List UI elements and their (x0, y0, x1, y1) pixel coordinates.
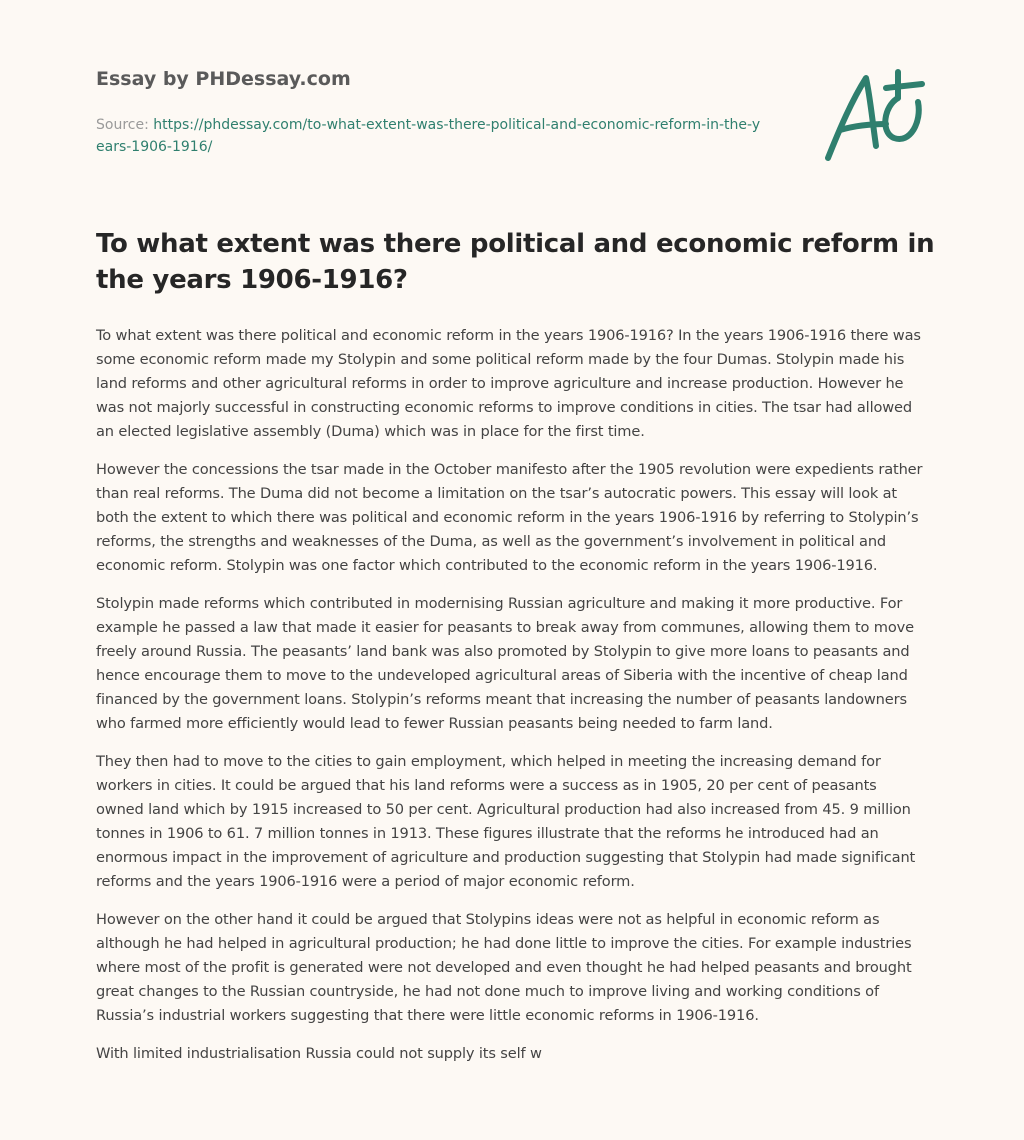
header (96, 66, 796, 158)
source-link[interactable]: https://phdessay.com/to-what-extent-was-there-political-and-economic-reform-in-the-years-1906-1916/ (96, 117, 761, 155)
paragraph: To what extent was there political and economic reform in the years 1906-1916? In the years 1906-1916 there was some economic reform made my Stolypin and some political reform made by the four Dumas. Stolypin made his land reforms and other agricultural reforms in order to improve agriculture and increase production. However he was not majorly successful in constructing economic reforms to improve conditions in cities. The tsar had allowed an elected legislative assembly (Duma) which was in place for the first time. (96, 327, 921, 440)
article-title: To what extent was there political and economic reform in the years 1906-1916? (96, 229, 935, 295)
source-line (96, 114, 766, 158)
source-label: Source: (96, 117, 154, 133)
a-plus-logo-icon (818, 66, 928, 166)
paragraph: Stolypin made reforms which contributed in modernising Russian agriculture and making it more productive. For example he passed a law that made it easier for peasants to break away from communes, allowing them to move freely around Russia. The peasants’ land bank was also promoted by Stolypin to give more loans to peasants and hence encourage them to move to the undeveloped agricultural areas of Siberia with the incentive of cheap land financed by the government loans. Stolypin’s reforms meant that increasing the number of peasants landowners who farmed more efficiently would lead to fewer Russian peasants being needed to farm land. (96, 595, 914, 732)
paragraph: With limited industrialisation Russia could not supply its self w (96, 1045, 542, 1062)
paragraph: They then had to move to the cities to gain employment, which helped in meeting the increasing demand for workers in cities. It could be argued that his land reforms were a success as in 1905, 20 per cent of peasants owned land which by 1915 increased to 50 per cent. Agricultural production had also increased from 45. 9 million tonnes in 1906 to 61. 7 million tonnes in 1913. These figures illustrate that the reforms he introduced had an enormous impact in the improvement of agriculture and production suggesting that Stolypin had made significant reforms and the years 1906-1916 were a period of major economic reform. (96, 753, 916, 890)
paragraph: However the concessions the tsar made in the October manifesto after the 1905 revolution were expedients rather than real reforms. The Duma did not become a limitation on the tsar’s autocratic powers. This essay will look at both the extent to which there was political and economic reform in the years 1906-1916 by referring to Stolypin’s reforms, the strengths and weaknesses of the Duma, as well as the government’s involvement in political and economic reform. Stolypin was one factor which contributed to the economic reform in the years 1906-1916. (96, 461, 923, 574)
paragraph: However on the other hand it could be argued that Stolypins ideas were not as helpful in economic reform as although he had helped in agricultural production; he had done little to improve the cities. For example industries where most of the profit is generated were not developed and even thought he had helped peasants and brought great changes to the Russian countryside, he had not done much to improve living and working conditions of Russia’s industrial workers suggesting that there were little economic reforms in 1906-1916. (96, 911, 912, 1024)
article-body (96, 324, 928, 1080)
site-title: Essay by PHDessay.com (96, 68, 351, 90)
